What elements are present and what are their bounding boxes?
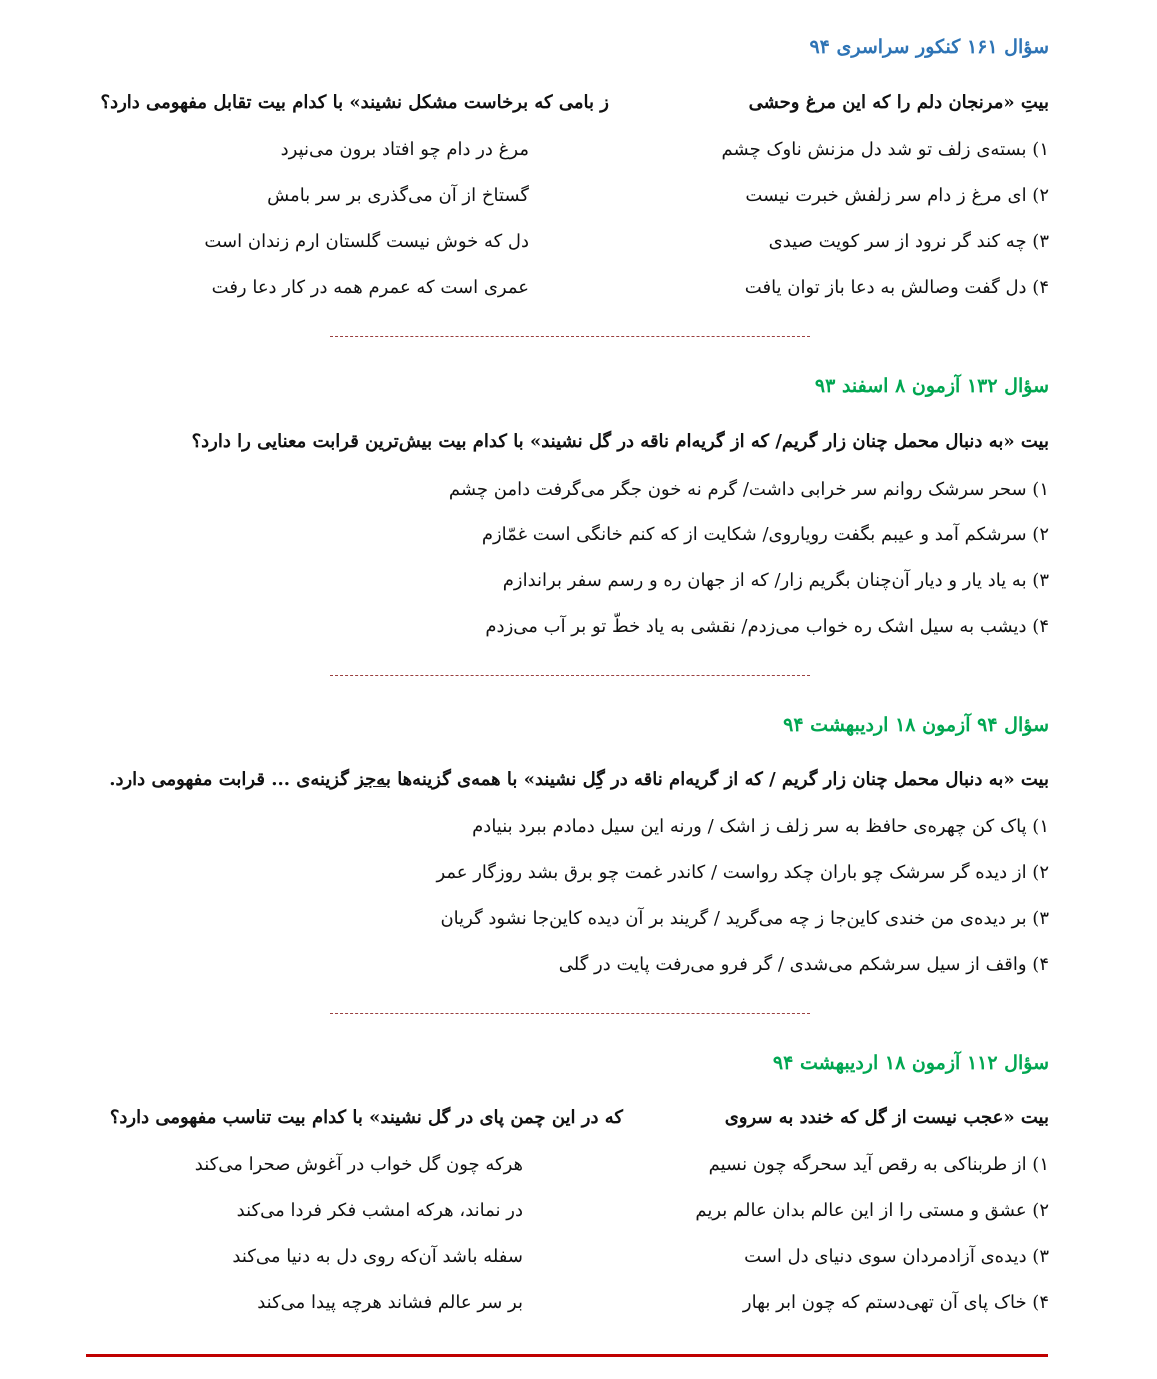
question-stem-first-hemistich: بیت «عجب نیست از گل که خندد به سروی bbox=[724, 1107, 1049, 1128]
option-second-hemistich: عمری است که عمرم همه در کار دعا رفت bbox=[211, 277, 529, 298]
option-first-hemistich: ۳) چه کند گر نرود از سر کویت صیدی bbox=[768, 231, 1049, 252]
option-line: ۱) پاک کن چهره‌ی حافظ به سر زلف ز اشک / ورنه این سیل دمادم ببرد بنیادم bbox=[472, 816, 1049, 837]
option-first-hemistich: ۱) بسته‌ی زلف تو شد دل مزنش ناوک چشم bbox=[721, 139, 1049, 160]
option-first-hemistich: ۴) دل گفت وصالش به دعا باز توان یافت bbox=[744, 277, 1049, 298]
question-stem-second-hemistich: که در این چمن پای در گل نشیند» با کدام بیت تناسب مفهومی دارد؟ bbox=[109, 1107, 623, 1128]
question-title: سؤال ۱۱۲ آزمون ۱۸ اردیبهشت ۹۴ bbox=[772, 1052, 1049, 1074]
question-title: سؤال ۱۳۲ آزمون ۸ اسفند ۹۳ bbox=[814, 375, 1049, 397]
option-line: ۴) واقف از سیل سرشکم می‌شدی / گر فرو می‌رفت پایت در گلی bbox=[558, 954, 1049, 975]
stem-text: بیت «به دنبال محمل چنان زار گریم / که از گریه‌ام ناقه در گِل نشیند» با همه‌ی گزینه‌ها bbox=[390, 769, 1049, 790]
option-second-hemistich: گستاخ از آن می‌گذری بر سر بامش bbox=[267, 185, 529, 206]
option-second-hemistich: هرکه چون گل خواب در آغوش صحرا می‌کند bbox=[194, 1154, 523, 1175]
option-first-hemistich: ۲) ای مرغ ز دام سر زلفش خبرت نیست bbox=[745, 185, 1049, 206]
section-separator bbox=[330, 336, 810, 337]
section-separator bbox=[330, 1013, 810, 1014]
question-title: سؤال ۹۴ آزمون ۱۸ اردیبهشت ۹۴ bbox=[783, 714, 1049, 736]
option-first-hemistich: ۲) عشق و مستی را از این عالم بدان عالم بریم bbox=[695, 1200, 1049, 1221]
page-end-rule bbox=[86, 1354, 1048, 1357]
option-second-hemistich: مرغ در دام چو افتاد برون می‌نپرد bbox=[280, 139, 529, 160]
option-first-hemistich: ۱) از طربناکی به رقص آید سحرگه چون نسیم bbox=[708, 1154, 1049, 1175]
option-first-hemistich: ۴) خاک پای آن تهی‌دستم که چون ابر بهار bbox=[742, 1292, 1049, 1313]
option-line: ۲) سرشکم آمد و عیبم بگفت رویاروی/ شکایت از که کنم خانگی است غمّازم bbox=[481, 524, 1049, 545]
option-second-hemistich: بر سر عالم فشاند هرچه پیدا می‌کند bbox=[257, 1292, 523, 1313]
question-stem bbox=[109, 769, 1049, 790]
question-stem-second-hemistich: ز بامی که برخاست مشکل نشیند» با کدام بیت تقابل مفهومی دارد؟ bbox=[100, 92, 609, 113]
option-second-hemistich: دل که خوش نیست گلستان ارم زندان است bbox=[204, 231, 529, 252]
option-line: ۱) سحر سرشک روانم سر خرابی داشت/ گرم نه خون جگر می‌گرفت دامن چشم bbox=[448, 479, 1049, 500]
section-separator bbox=[330, 675, 810, 676]
option-line: ۳) بر دیده‌ی من خندی کاین‌جا ز چه می‌گرید / گریند بر آن دیده کاین‌جا نشود گریان bbox=[440, 908, 1049, 929]
question-stem: بیت «به دنبال محمل چنان زار گریم/ که از گریه‌ام ناقه در گل نشیند» با کدام بیت بیش‌ترین قرابت معنایی را دارد؟ bbox=[191, 431, 1049, 452]
question-title: سؤال ۱۶۱ کنکور سراسری ۹۴ bbox=[809, 36, 1049, 58]
option-second-hemistich: در نماند، هرکه امشب فکر فردا می‌کند bbox=[236, 1200, 523, 1221]
question-stem-first-hemistich: بیتِ «مرنجان دلم را که این مرغ وحشی bbox=[748, 92, 1049, 113]
option-line: ۲) از دیده گر سرشک چو باران چکد رواست / کاندر غمت چو برق بشد روزگار عمر bbox=[436, 862, 1049, 883]
option-first-hemistich: ۳) دیده‌ی آزادمردان سوی دنیای دل است bbox=[744, 1246, 1049, 1267]
option-second-hemistich: سفله باشد آن‌که روی دل به دنیا می‌کند bbox=[232, 1246, 523, 1267]
stem-text: گزینه‌ی ... قرابت مفهومی دارد. bbox=[109, 769, 356, 790]
option-line: ۴) دیشب به سیل اشک ره خواب می‌زدم/ نقشی به یاد خطّ تو بر آب می‌زدم bbox=[485, 616, 1049, 637]
stem-underlined-word: به‌جز bbox=[355, 769, 391, 790]
option-line: ۳) به یاد یار و دیار آن‌چنان بگریم زار/ که از جهان ره و رسم سفر براندازم bbox=[502, 570, 1049, 591]
